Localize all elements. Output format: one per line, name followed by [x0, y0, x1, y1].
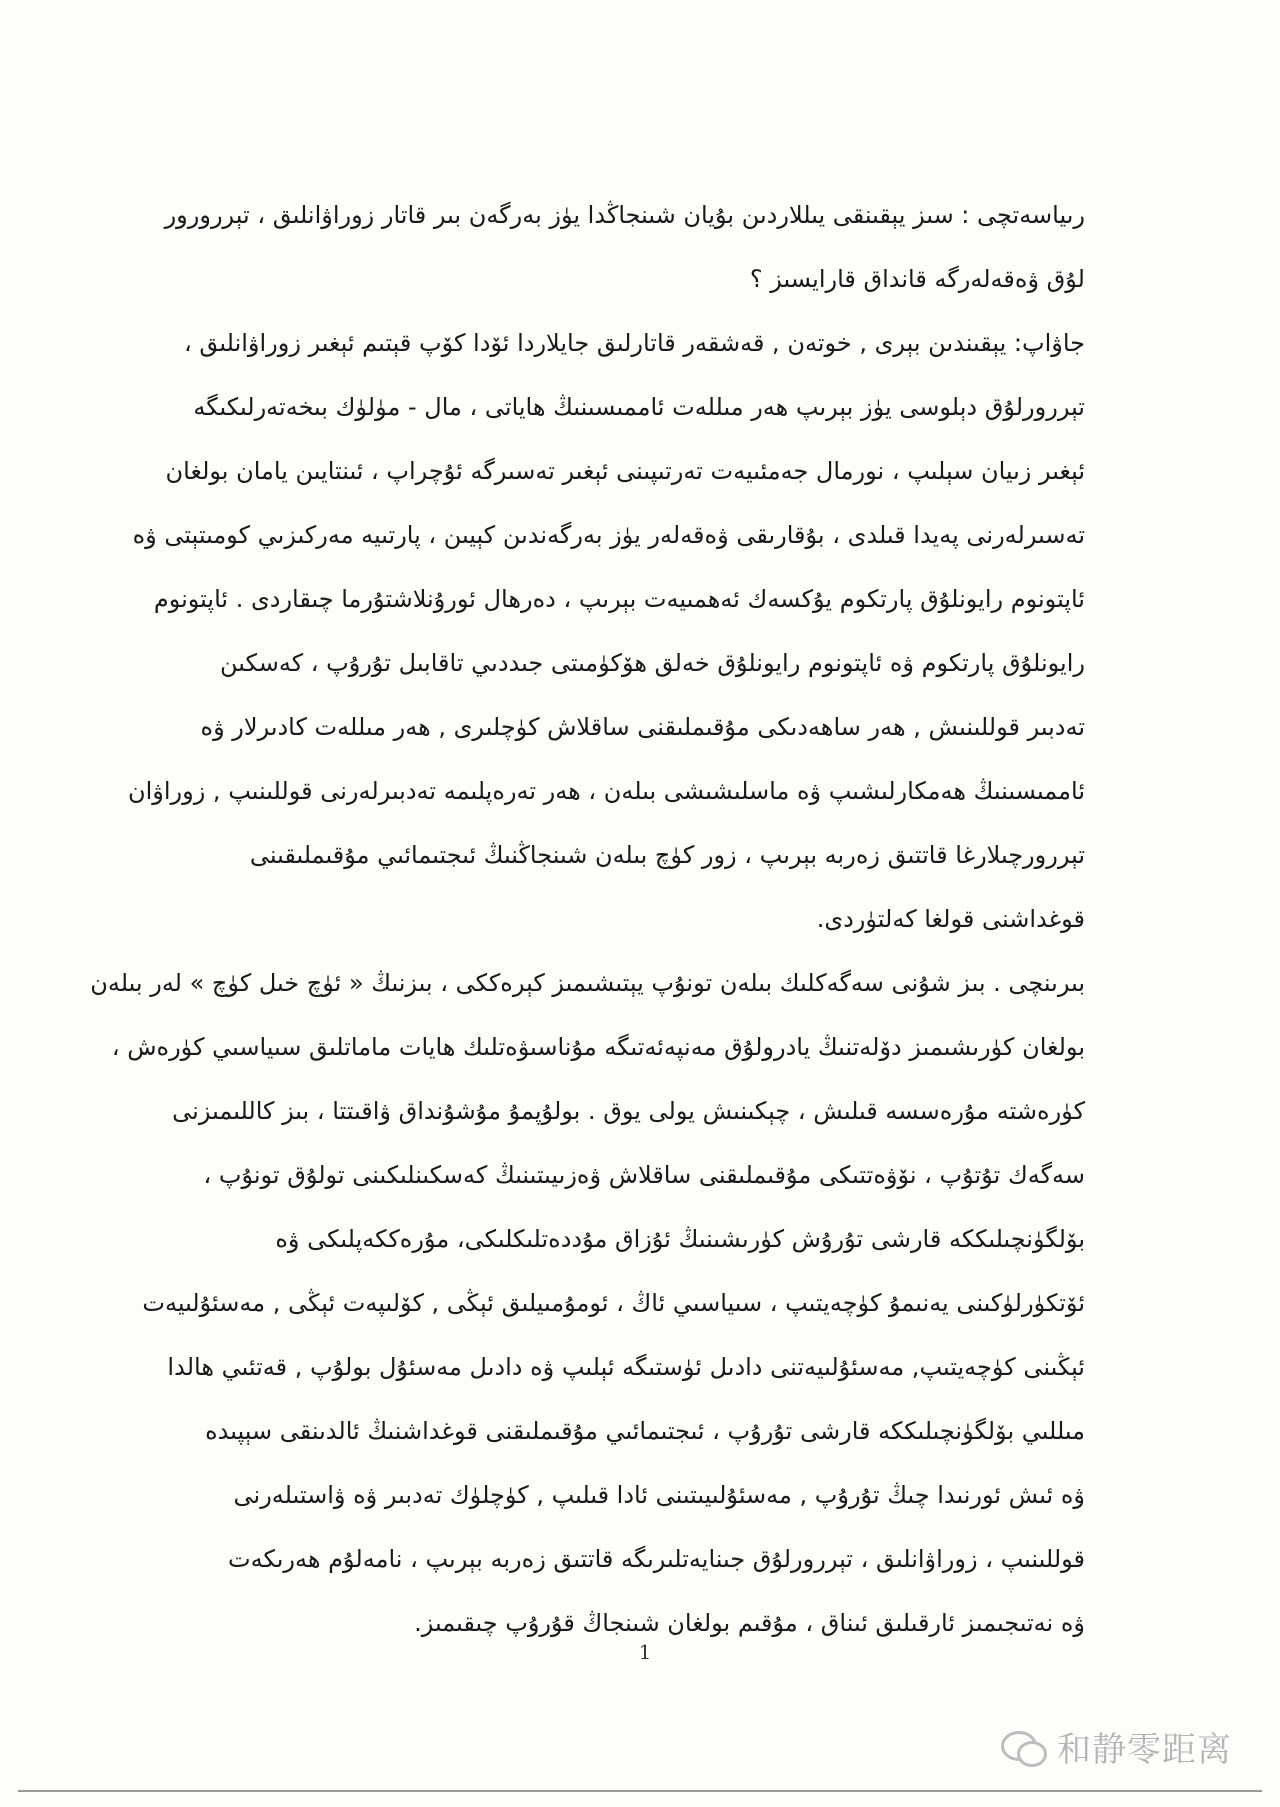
text-line: ۋە نەتىجىمىز ئارقىلىق ئىناق ، مۇقىم بولغان شىنجاڭ قۇرۇپ چىقىمىز.: [414, 1609, 1085, 1637]
bottom-rule: [18, 1790, 1262, 1792]
text-line: ئېغىر زىيان سېلىپ ، نورمال جەمئىيەت تەرتىپىنى ئېغىر تەسىرگە ئۇچراپ ، ئىنتايىن يامان بولغان: [165, 457, 1085, 485]
text-line: ئۆتكۈرلۈكىنى يەنىمۇ كۈچەيتىپ ، سىياسىي ئاڭ ، ئومۇمىيلىق ئېڭى , كۆلىپەت ئېڭى , مەسئۇلىيەت: [142, 1289, 1085, 1317]
text-line: جاۋاپ: يېقىندىن بېرى , خوتەن , قەشقەر قاتارلىق جايلاردا ئۆدا كۆپ قېتىم ئېغىر زوراۋانلىق ،: [183, 329, 1085, 357]
text-line: ئاممىسىنىڭ ھەمكارلىشىپ ۋە ماسلىشىشى بىلەن ، ھەر تەرەپلىمە تەدبىرلەرنى قوللىنىپ , زوراۋان: [127, 777, 1085, 805]
text-line: قوللىنىپ ، زوراۋانلىق ، تېررورلۇق جىنايەتلىرىگە قاتتىق زەربە بېرىپ ، نامەلۇم ھەرىكەت: [228, 1545, 1085, 1573]
text-line: تېررورلۇق دېلوسى يۈز بېرىپ ھەر مىللەت ئاممىسىنىڭ ھاياتى ، مال - مۈلۈك بىخەتەرلىكىگە: [193, 393, 1085, 421]
watermark: [1001, 1722, 1232, 1771]
text-line: سەگەك تۇتۇپ ، نۆۋەتتىكى مۇقىملىقنى ساقلاش ۋەزىيىتىنىڭ كەسكىنلىكىنى تولۇق تونۇپ ،: [203, 1161, 1085, 1189]
text-line: رىياسەتچى : سىز يېقىنقى يىللاردىن بۇيان شىنجاڭدا يۈز بەرگەن بىر قاتار زوراۋانلىق ، تېررورور: [164, 201, 1085, 229]
document-body: [90, 183, 1085, 1655]
text-line: كۈرەشتە مۇرەسسە قىلىش ، چېكىنىش يولى يوق . بولۇپمۇ مۇشۇنداق ۋاقىتتا ، بىز كاللىمىزنى: [172, 1097, 1085, 1125]
text-line: تېررورچىلارغا قاتتىق زەربە بېرىپ ، زور كۈچ بىلەن شىنجاڭنىڭ ئىجتىمائىي مۇقىملىقىنى: [249, 841, 1085, 869]
page-number: 1: [638, 1640, 652, 1664]
text-line: لۇق ۋەقەلەرگە قانداق قارايسىز ؟: [749, 265, 1085, 293]
wechat-icon: [1001, 1727, 1047, 1767]
paragraph-point-1: [90, 951, 1085, 1655]
text-line: تەسىرلەرنى پەيدا قىلدى ، بۇقارىقى ۋەقەلەر يۈز بەرگەندىن كېيىن ، پارتىيە مەركىزىي كومىتېتى ۋە: [132, 521, 1085, 549]
text-line: رايونلۇق پارتكوم ۋە ئاپتونوم رايونلۇق خەلق ھۆكۈمىتى جىددىي تاقابىل تۇرۇپ ، كەسكىن: [219, 649, 1085, 677]
text-line: مىللىي بۆلگۈنچىلىككە قارشى تۇرۇپ ، ئىجتىمائىي مۇقىملىقنى قوغداشنىڭ ئالدىنقى سېپىدە: [205, 1417, 1085, 1445]
text-line: ئاپتونوم رايونلۇق پارتكوم يۇكسەك ئەھمىيەت بېرىپ ، دەرھال ئورۇنلاشتۇرما چىقاردى . ئاپتونوم: [153, 585, 1085, 613]
text-line: بىرىنچى . بىز شۇنى سەگەكلىك بىلەن تونۇپ يېتىشىمىز كېرەككى ، بىزنىڭ « ئۈچ خىل كۈچ » لەر بىلەن: [90, 969, 1085, 997]
paragraph-question-1: [164, 183, 1085, 311]
watermark-text: 和静零距离: [1057, 1730, 1232, 1770]
text-line: تەدبىر قوللىنىش , ھەر ساھەدىكى مۇقىملىقنى ساقلاش كۈچلىرى , ھەر مىللەت كادىرلار ۋە: [200, 713, 1085, 741]
text-line: ۋە ئىش ئورنىدا چىڭ تۇرۇپ , مەسئۇلىيىتىنى ئادا قىلىپ , كۈچلۈك تەدبىر ۋە ۋاستىلەرنى: [233, 1481, 1085, 1509]
text-line: بولغان كۈرىشىمىز دۆلەتنىڭ يادرولۇق مەنپەئەتىگە مۇناسىۋەتلىك ھايات ماماتلىق سىياسىي كۈرەش ،: [111, 1033, 1085, 1061]
text-line: بۆلگۈنچىلىككە قارشى تۇرۇش كۈرىشىنىڭ ئۇزاق مۇددەتلىكلىكى، مۇرەككەپلىكى ۋە: [275, 1225, 1085, 1253]
text-line: قوغداشنى قولغا كەلتۈردى.: [816, 905, 1085, 933]
paragraph-answer-1: [127, 311, 1085, 951]
text-line: ئېڭىنى كۈچەيتىپ, مەسئۇلىيەتنى دادىل ئۈستىگە ئېلىپ ۋە دادىل مەسئۇل بولۇپ , قەتئىي ھالدا: [167, 1353, 1085, 1381]
